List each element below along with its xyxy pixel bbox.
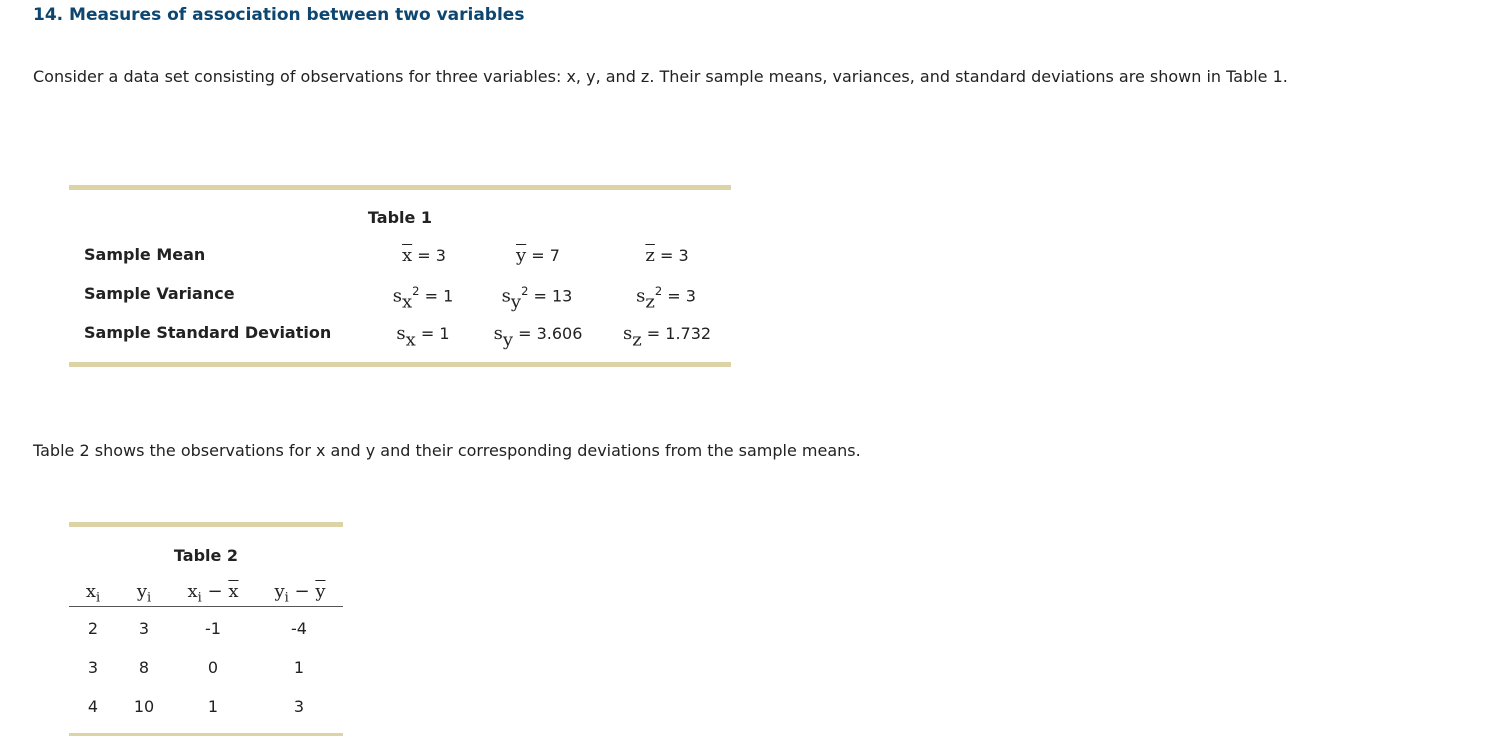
table-2-caption: Table 2 — [173, 546, 239, 565]
variance-z: $s_z^2 = 3$ — [636, 284, 696, 313]
cell-x-deviation: 1 — [207, 697, 219, 716]
cell-yi: 8 — [138, 658, 150, 677]
cell-yi: 10 — [133, 697, 155, 716]
cell-yi: 3 — [138, 619, 150, 638]
intro-paragraph: Consider a data set consisting of observations for three variables: x, y, and z. Their sample means, variances, and standard deviations are shown in Table 1. — [33, 67, 1288, 86]
table-2-top-rule — [69, 522, 343, 527]
table-1-bottom-rule — [69, 362, 731, 367]
mean-x: $\overline{x} = 3$ — [402, 245, 446, 266]
header-y-deviation: $y_i - \overline{y}$ — [274, 581, 326, 606]
header-xi: $x_i$ — [85, 581, 101, 606]
cell-y-deviation: 1 — [293, 658, 305, 677]
stddev-z: $s_z = 1.732$ — [622, 323, 712, 351]
cell-x-deviation: -1 — [205, 619, 221, 638]
cell-x-deviation: 0 — [207, 658, 219, 677]
header-x-deviation: $x_i - \overline{x}$ — [187, 581, 239, 606]
cell-xi: 4 — [87, 697, 99, 716]
cell-y-deviation: 3 — [293, 697, 305, 716]
table-1-caption: Table 1 — [367, 208, 433, 227]
variance-y: $s_y^2 = 13$ — [501, 284, 573, 313]
table-2-header-divider — [69, 606, 343, 607]
cell-xi: 2 — [87, 619, 99, 638]
table-1-top-rule — [69, 185, 731, 190]
stddev-y: $s_y = 3.606$ — [493, 323, 583, 351]
cell-xi: 3 — [87, 658, 99, 677]
header-yi: $y_i$ — [136, 581, 152, 606]
variance-x: $s_x^2 = 1$ — [392, 284, 454, 313]
table-2-intro-paragraph: Table 2 shows the observations for x and y and their corresponding deviations from the sample means. — [33, 441, 861, 460]
row-label-sample-variance: Sample Variance — [84, 284, 235, 303]
mean-z: $\overline{z} = 3$ — [645, 245, 689, 266]
row-label-sample-mean: Sample Mean — [84, 245, 206, 264]
cell-y-deviation: -4 — [291, 619, 307, 638]
mean-y: $\overline{y} = 7$ — [516, 245, 560, 266]
page-title: 14. Measures of association between two variables — [33, 5, 525, 25]
row-label-sample-std-dev: Sample Standard Deviation — [84, 323, 332, 342]
stddev-x: $s_x = 1$ — [396, 323, 450, 351]
